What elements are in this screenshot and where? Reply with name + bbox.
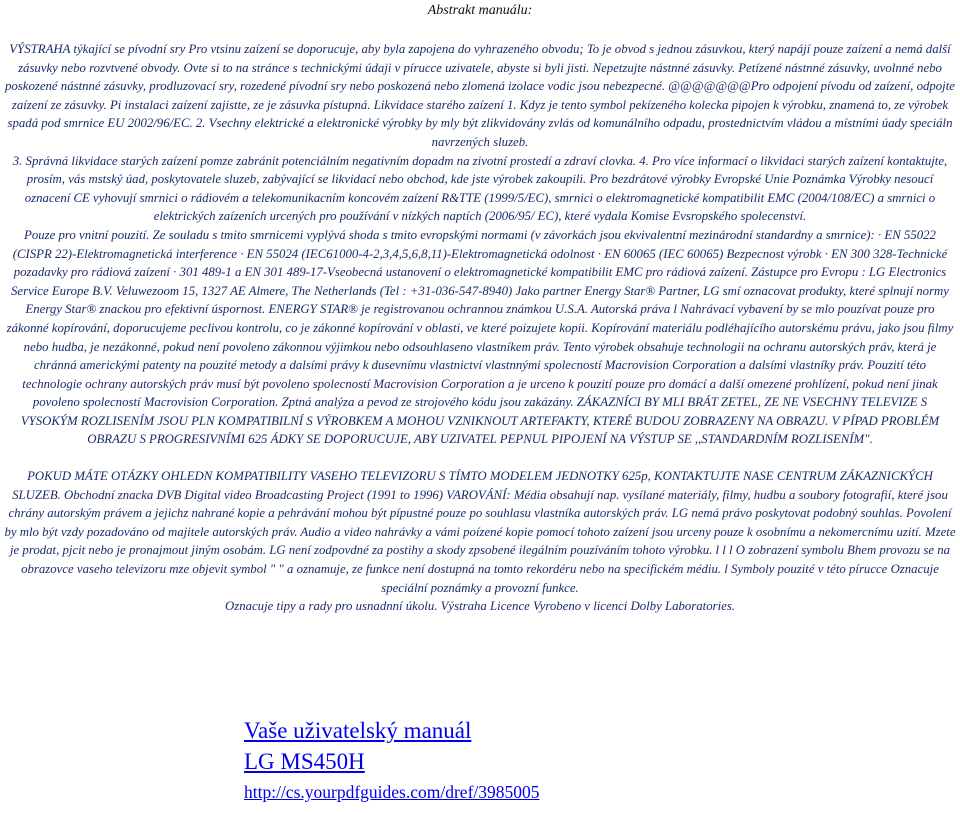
paragraph-disposal: 3. Správná likvidace starých zaízení pomze zabránit potenciálním negativním dopadm na zivotní prostedí a zdraví clovka. 4. Pro více informací o likvidaci starých zaízení kontaktujte, prosím, vás mstský úad, poskytovatele sluzeb, zabývající se likvidací nebo obchod, kde jste výrobek zakoupili. Pro bezdrátové výrobky Evropské Unie Poznámka Výrobky nesoucí oznacení CE vyhovují smrnici o rádiovém a telekomunikacním koncovém zaízení R&TTE (1999/5/EC), smrnici o elektromagnetické kompatibilit EMC (2004/108/EC) a smrnici o elektrických zaízeních urcených pro používání v nízkých naptích (2006/95/ EC), které vydala Komise Evsropského spolecenství. [12, 153, 948, 224]
paragraph-tips: Oznacuje tipy a rady pro usnadnní úkolu. Výstraha Licence Vyrobeno v licenci Dolby Laboratories. [224, 599, 736, 614]
footer-links [244, 715, 540, 804]
paragraph-compatibility: POKUD MÁTE OTÁZKY OHLEDN KOMPATIBILITY VASEHO TELEVIZORU S TÍMTO MODELEM JEDNOTKY 625p, KONTAKTUJTE NASE CENTRUM ZÁKAZNICKÝCH SLUZEB. Obchodní znacka DVB Digital video Broadcasting Project (1991 to 1996) VAROVÁNÍ: Média obsahují nap. vysílané materiály, filmy, hudbu a soubory fotografií, které jsou chrány autorským právem a jejichz nahrané kopie a pehrávání mohou být pípustné pouze po souhlasu vlastníka autorských práv. LG nemá právo poskytovat podobný souhlas. Povolení by mlo být vzdy pozadováno od majitele autorských práv. Audio a video nahrávky a vámi poízené kopie pomocí tohoto zaízení jsou urceny pouze k osobnímu a nekomercnímu uzití. Mzete je prodat, pjcit nebo je pronajmout jiným osobám. LG není zodpovdné za postihy a skody zpsobené ilegálním pouzíváním tohoto výrobku. l l l O zobrazení symbolu Bhem provozu se na obrazovce vaseho televizoru mze objevit symbol " " a oznamuje, ze funkce není dostupná na tomto rekordéru nebo na specifickém médiu. l Symboly pouzité v této pírucce Oznacuje speciální poznámky a provozní funkce. [4, 469, 956, 595]
document-title: Abstrakt manuálu: [427, 3, 533, 18]
model-link[interactable]: LG MS450H [244, 749, 365, 774]
document-body [4, 40, 956, 616]
manual-link[interactable]: Vaše uživatelský manuál [244, 718, 472, 743]
paragraph-gap [4, 449, 956, 467]
url-link[interactable]: http://cs.yourpdfguides.com/dref/3985005 [244, 782, 540, 802]
paragraph-standards: Pouze pro vnitní pouzití. Ze souladu s tmito smrnicemi vyplývá shoda s tmito evropskými normami (v závorkách jsou ekvivalentní mezinárodní standardny a smrnice): · EN 55022 (CISPR 22)-Elektromagnetická interference · EN 55024 (IEC61000-4-2,3,4,5,6,8,11)-Elektromagnetická odolnost · EN 60065 (IEC 60065) Bezpecnost výrobk · EN 300 328-Technické pozadavky pro rádiová zaízení · 301 489-1 a EN 301 489-17-Vseobecná ustanovení o elektromagnetické kompatibilit EMC pro rádiová zaízení. Zástupce pro Evropu : LG Electronics Service Europe B.V. Veluwezoom 15, 1327 AE Almere, The Netherlands (Tel : +31-036-547-8940) Jako partner Energy Star® Partner, LG smí oznacovat produkty, které splnují normy Energy Star® znackou pro efektivní úspornost. ENERGY STAR® je registrovanou ochrannou známkou U.S.A. Autorská práva l Nahrávací vybavení by se mlo pouzívat pouze pro zákonné kopírování, doporucujeme peclivou kontrolu, co je zákonné kopírování v oblasti, ve které poizujete kopii. Kopírování materiálu podléhajícího autorskému právu, jako jsou filmy nebo hudba, je nezákonné, pokud není povoleno zákonnou výjimkou nebo odsouhlaseno vlastníkem práv. Tento výrobek obsahuje technologii na ochranu autorských práv, která je chránná americkými patenty na pouzité metody a dalsími právy k dusevnímu vlastnictví vlastnnými spolecností Macrovision Corporation a dalsími vlastníky práv. Pouzití této technologie ochrany autorských práv musí být povoleno spolecností Macrovision Corporation a je urceno k pouzití pouze pro domácí a další omezené prohlízení, pokud není jinak povoleno spolecností Macrovision Corporation. Zptná analýza a pevod ze strojového kódu jsou zakázány. ZÁKAZNÍCI BY MLI BRÁT ZETEL, ZE NE VSECHNY TELEVIZE S VYSOKÝM ROZLISENÍM JSOU PLN KOMPATIBILNÍ S VÝROBKEM A MOHOU VZNIKNOUT ARTEFAKTY, KTERÉ BUDOU ZOBRAZENY NA OBRAZU. V PÍPAD PROBLÉM OBRAZU S PROGRESIVNÍMI 625 ÁDKY SE DOPORUCUJE, ABY UZIVATEL PEPNUL PIPOJENÍ NA VÝSTUP SE ,,STANDARDNÍM ROZLISENÍM". [6, 227, 954, 447]
paragraph-warning: VÝSTRAHA týkající se pívodní sry Pro vtsinu zaízení se doporucuje, aby byla zapojena do vyhrazeného obvodu; To je obvod s jednou zásuvkou, který napájí pouze zaízení a nemá další zásuvky nebo rozvtvené obvody. Ovte si to na stránce s technickými údaji v pírucce uzivatele, abyste si byli jisti. Nepetzujte nástnné zásuvky. Petízené nástnné zásuvky, uvolnné nebo poskozené nástnné zásuvky, prodluzovací sry, rozedené pívodní sry nebo poskozená nebo zlomená izolace vodic jsou nebezpecné. @@@@@@@Pro odpojení pívodu od zaízení, odpojte zaízení ze zásuvky. Pi instalaci zaízení zajistte, ze je zásuvka pístupná. Likvidace starého zaízení 1. Kdyz je tento symbol pekízeného kolecka pipojen k výrobku, znamená to, ze výrobek spadá pod smrnice EU 2002/96/EC. 2. Vsechny elektrické a elektronické výrobky by mly být zlikvidovány zvlás od komunálního odpadu, prostednictvím vládou a místními úady speciáln navrzených sluzeb. [5, 42, 955, 149]
